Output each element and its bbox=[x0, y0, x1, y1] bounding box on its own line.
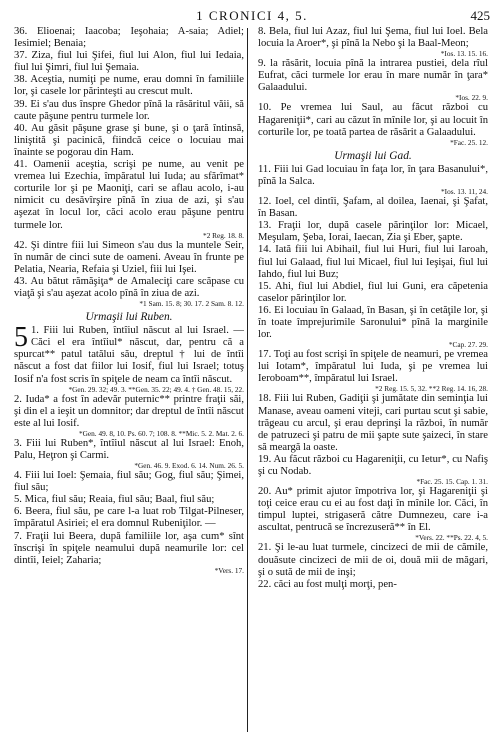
verse bbox=[14, 99, 244, 123]
verse-text: 17. Toţi au fost scrişi în spiţele de neamuri, pe vremea lui Iotam*, împăratul lui Iuda, şi pe vremea lui Ieroboam**, împăratul lui Israel. bbox=[258, 349, 488, 385]
verse bbox=[14, 123, 244, 159]
verse-text: 16. Ei locuiau în Galaad, în Basan, şi în cetăţile lor, şi în toate împrejurimile Saronului* pînă la marginile lor. bbox=[258, 304, 488, 341]
verse-text: 5. Mica, fiul său; Reaia, fiul său; Baal, fiul său; bbox=[14, 494, 215, 506]
verse-text: 22. căci au fost mulţi morţi, pen- bbox=[258, 578, 397, 590]
verse bbox=[14, 240, 244, 276]
verse bbox=[14, 394, 244, 438]
verse-text: 14. Iată fiii lui Abihail, fiul lui Huri, fiul lui Iaroah, fiul lui Galaad, fiul lui Micael, fiul lui Ieşişai, fiul lui Iahdo, fiul lui Buz; bbox=[258, 244, 488, 280]
page-number: 425 bbox=[470, 8, 490, 23]
verse-text: 2. Iuda* a fost în adevăr puternic** printre fraţii săi, şi din el a ieşit un domnitor; dar dreptul de întîi născut este al lui Iosif. bbox=[14, 393, 244, 429]
cross-reference: *Gen. 46. 9. Exod. 6. 14. Num. 26. 5. bbox=[134, 461, 244, 471]
cross-reference: *1 Sam. 15. 8; 30. 17. 2 Sam. 8. 12. bbox=[139, 299, 244, 309]
cross-reference: *Ios. 13. 11, 24. bbox=[441, 187, 488, 197]
running-title: 1 CRONICI 4, 5. bbox=[196, 8, 308, 23]
verse-text: 36. Elioenai; Iaacoba; Ieşohaia; A-saia; Adiel; Iesimiel; Benaia; bbox=[14, 26, 244, 50]
section-heading-gad: Urmaşii lui Gad. bbox=[334, 149, 412, 162]
verse bbox=[14, 494, 244, 506]
verse-text: 4. Fiii lui Ioel: Şemaia, fiul său; Gog, fiul său; Şimei, fiul său; bbox=[14, 470, 244, 494]
verse-text: 41. Oamenii aceştia, scrişi pe nume, au venit pe vremea lui Ezechia, împăratul lui Iuda; au sfărîmat* corturile lor şi pe Maoniţi, cari se aflau acolo, i-au nimicit cu desăvîrşire pînă în ziua de azi, şi s'au aşezat în locul lor, căci acolo erau păşune pentru turmele lor. bbox=[14, 159, 244, 231]
left-column bbox=[14, 26, 244, 575]
verse bbox=[258, 164, 488, 196]
verse bbox=[258, 542, 488, 578]
verse bbox=[14, 322, 244, 394]
verse bbox=[258, 281, 488, 305]
verse bbox=[258, 454, 488, 486]
cross-reference: *2 Reg. 15. 5, 32. **2 Reg. 14. 16, 28. bbox=[375, 384, 488, 394]
verse-text: 21. Şi le-au luat turmele, cincizeci de mii de cămile, douăsute cincizeci de mii de oi, două mii de măgari, şi o sută de mii de inşi; bbox=[258, 542, 488, 578]
verse-text: 40. Au găsit păşune grase şi bune, şi o ţară întinsă, liniştită şi pacinică, fiindcă ceice o locuiau mai înainte se pogorau din Ham. bbox=[14, 122, 244, 158]
cross-reference: *Fac. 25. 15. Cap. 1. 31. bbox=[416, 477, 488, 487]
verses-chapter-5 bbox=[14, 322, 244, 575]
verse-text: 39. Ei s'au dus înspre Ghedor pînă la răsăritul văii, să caute păşune pentru turmele lor. bbox=[14, 98, 244, 122]
verse bbox=[14, 470, 244, 494]
verse-text: 15. Ahi, fiul lui Abdiel, fiul lui Guni, era căpetenia caselor părinţilor lor. bbox=[258, 280, 488, 304]
verse bbox=[258, 220, 488, 244]
section-heading-ruben: Urmaşii lui Ruben. bbox=[85, 311, 173, 324]
verse bbox=[258, 393, 488, 453]
chapter-number: 5 bbox=[14, 322, 28, 354]
verse-text: 43. Au bătut rămăşiţa* de Amaleciţi care scăpase cu viaţă şi s'au aşezat acolo pînă în ziua de azi. bbox=[14, 275, 244, 299]
cross-reference: *Vers. 17. bbox=[214, 565, 244, 575]
verse bbox=[258, 305, 488, 349]
cross-reference: *Ios. 13. 15. 16. bbox=[440, 49, 488, 59]
verse-text: 18. Fiii lui Ruben, Gadiţii şi jumătate din seminţia lui Manase, aveau oameni viteji, cari purtau scut şi sabie, trăgeau cu arcul, şi erau deprinşi la război, în număr de patruzeci şi patru de mii şapte sute şaizeci, în stare să meargă la oaste. bbox=[258, 393, 488, 453]
verse bbox=[14, 276, 244, 308]
verse-text: 6. Beera, fiul său, pe care l-a luat rob Tilgat-Pilneser, împăratul Asiriei; el era domnul Rubeniţilor. — bbox=[14, 506, 244, 530]
verse bbox=[258, 349, 488, 393]
verse-text: 10. Pe vremea lui Saul, au făcut război cu Hagareniţii*, cari au căzut în mînile lor, şi au locuit în corturile lor, pe toată partea de răsărit a Galaadului. bbox=[258, 102, 488, 138]
verse bbox=[258, 486, 488, 542]
verse-text: 7. Fraţii lui Beera, după familiile lor, aşa cum* sînt înscrişi în spiţele neamului după neamurile lor: cel dintîi, Ieiel; Zaharia; bbox=[14, 530, 244, 566]
verse bbox=[14, 50, 244, 74]
verse bbox=[258, 58, 488, 102]
verse-text: 20. Au* primit ajutor împotriva lor, şi Hagareniţii şi toţi ceice erau cu ei au fost daţi în mînile lor. Căci, în timpul luptei, strigaseră către Dumnezeu, care i-a ascultat, pentrucă se încrezuseră** în El. bbox=[258, 486, 488, 534]
column-divider bbox=[247, 28, 248, 732]
right-column bbox=[258, 26, 488, 591]
verse bbox=[258, 244, 488, 280]
cross-reference: *Gen. 29. 32; 49. 3. **Gen. 35. 22; 49. 4. † Gen. 48. 15, 22. bbox=[68, 384, 244, 394]
verse-text: 42. Şi dintre fiii lui Simeon s'au dus la muntele Seir, în număr de cinci sute de oameni. Aveau în frunte pe Pelatia, Nearia, Refaia şi Uziel, fiii lui Işei. bbox=[14, 239, 244, 275]
verse-text: 12. Ioel, cel dintîi, Şafam, al doilea, Iaenai, şi Şafat, în Basan. bbox=[258, 196, 488, 220]
cross-reference: *Fac. 25. 12. bbox=[450, 137, 488, 147]
verse bbox=[14, 438, 244, 470]
verse-text: 3. Fiii lui Ruben*, întîiul născut al lui Israel: Enoh, Palu, Heţron şi Carmi. bbox=[14, 437, 244, 461]
verses-after-gad bbox=[258, 164, 488, 591]
verse-text: 1. Fiii lui Ruben, întîiul născut al lui Israel. — Căci el era întîiul* născut, dar, pentru că a spurcat** patul tatălui său, dreptul † lui de întîi născut a fost dat fiilor lui Iosif, fiul lui Israel; totuş Iosif n'a fost scris în spiţele de neam ca întîi născut. bbox=[14, 325, 244, 385]
verse bbox=[14, 74, 244, 98]
verse bbox=[14, 506, 244, 530]
verse-text: 37. Ziza, fiul lui Şifei, fiul lui Alon, fiul lui Iedaia, fiul lui Şimri, fiul lui Şemaia. bbox=[14, 50, 244, 74]
cross-reference: *2 Reg. 18. 8. bbox=[203, 230, 244, 240]
verses-chapter-4 bbox=[14, 26, 244, 308]
verse bbox=[258, 102, 488, 146]
verse-text: 11. Fiii lui Gad locuiau în faţa lor, în ţara Basanului*, pînă la Salca. bbox=[258, 163, 488, 187]
verse bbox=[258, 196, 488, 220]
verse-text: 38. Aceştia, numiţi pe nume, erau domni în familiile lor, şi casele lor părinteşti au crescut mult. bbox=[14, 74, 244, 98]
verse-text: 9. la răsărit, locuia pînă la intrarea pustiei, dela rîul Eufrat, căci turmele lor erau în mare număr în ţara* Galaadului. bbox=[258, 58, 488, 94]
verse-text: 8. Bela, fiul lui Azaz, fiul lui Şema, fiul lui Ioel. Bela locuia la Aroer*, şi pînă la Nebo şi la Baal-Meon; bbox=[258, 26, 488, 50]
verse bbox=[14, 159, 244, 240]
verse bbox=[14, 26, 244, 50]
cross-reference: *Vers. 22. **Ps. 22. 4, 5. bbox=[415, 533, 488, 543]
verse-text: 13. Fraţii lor, după casele părinţilor lor: Micael, Meşulam, Şeba, Iorai, Iaecan, Zia şi Eber, şapte. bbox=[258, 220, 488, 244]
verse bbox=[258, 579, 488, 591]
verses-before-gad bbox=[258, 26, 488, 147]
verse bbox=[14, 531, 244, 575]
cross-reference: *Gen. 49. 8, 10. Ps. 60. 7; 108. 8. **Mic. 5. 2. Mat. 2. 6. bbox=[79, 428, 244, 438]
cross-reference: *Ios. 22. 9. bbox=[455, 93, 488, 103]
verse-text: 19. Au făcut război cu Hagareniţii, cu Ietur*, cu Nafiş şi cu Nodab. bbox=[258, 453, 488, 477]
cross-reference: *Cap. 27. 29. bbox=[448, 340, 488, 350]
page-header bbox=[14, 8, 490, 24]
verse bbox=[258, 26, 488, 58]
